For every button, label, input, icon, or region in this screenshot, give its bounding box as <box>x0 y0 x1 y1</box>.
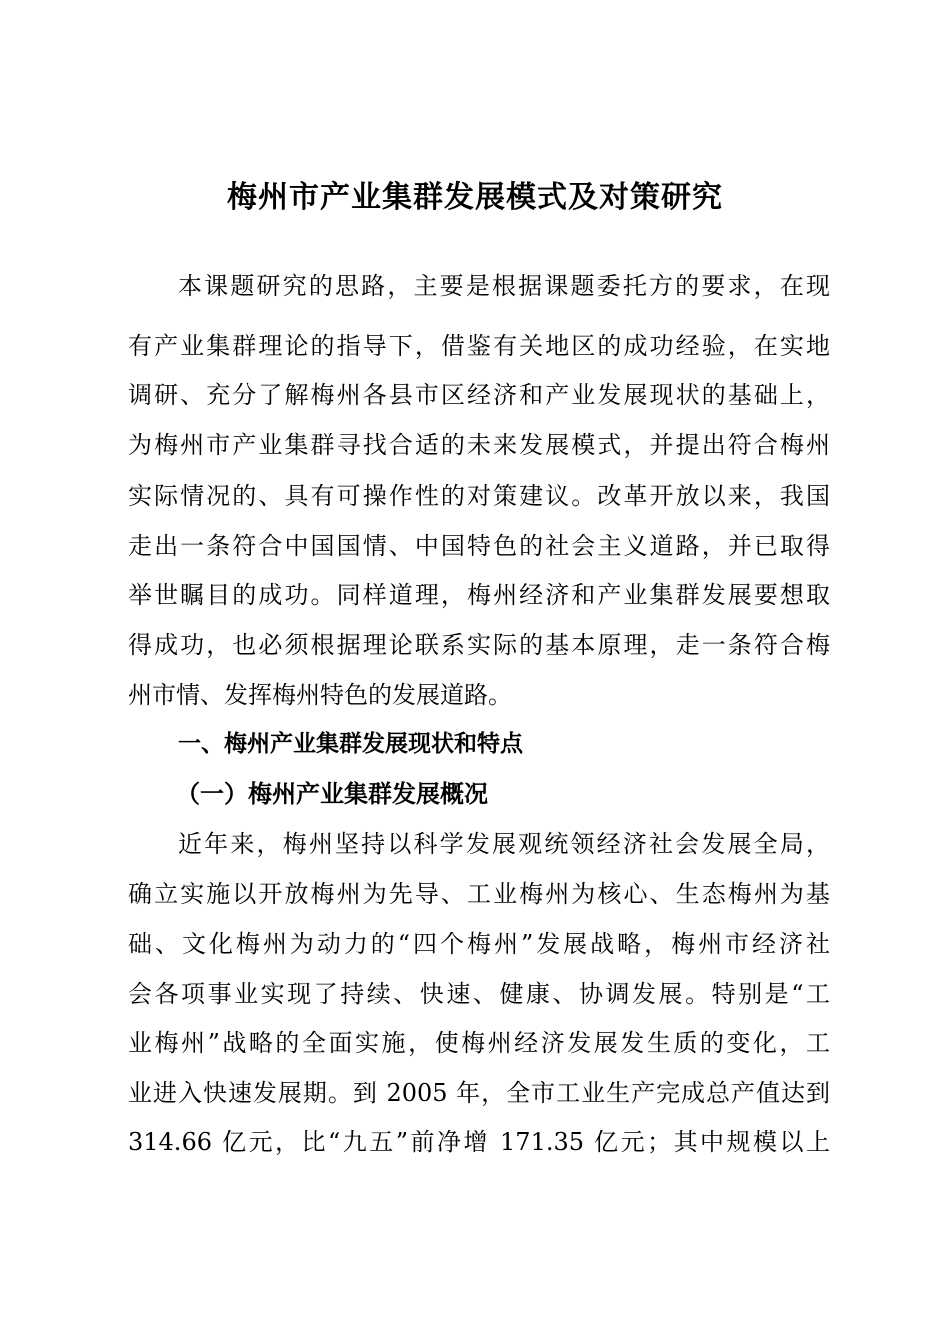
document-title: 梅州市产业集群发展模式及对策研究 <box>227 180 723 215</box>
intro-line: 有产业集群理论的指导下，借鉴有关地区的成功经验，在实地 <box>128 332 830 360</box>
intro-line: 举世瞩目的成功。同样道理，梅州经济和产业集群发展要想取 <box>128 581 830 609</box>
intro-line: 得成功，也必须根据理论联系实际的基本原理，走一条符合梅 <box>128 631 830 659</box>
body-line: 确立实施以开放梅州为先导、工业梅州为核心、生态梅州为基 <box>128 880 830 908</box>
intro-line: 为梅州市产业集群寻找合适的未来发展模式，并提出符合梅州 <box>128 431 830 459</box>
body-line: 础、文化梅州为动力的“四个梅州”发展战略，梅州市经济社 <box>128 930 830 958</box>
intro-line: 本课题研究的思路，主要是根据课题委托方的要求，在现 <box>178 272 830 300</box>
intro-line: 州市情、发挥梅州特色的发展道路。 <box>128 681 512 709</box>
body-line: 314.66 亿元，比“九五”前净增 171.35 亿元；其中规模以上 <box>128 1128 830 1156</box>
section-heading: 一、梅州产业集群发展现状和特点 <box>178 731 523 757</box>
intro-line: 实际情况的、具有可操作性的对策建议。改革开放以来，我国 <box>128 482 830 510</box>
body-line: 会各项事业实现了持续、快速、健康、协调发展。特别是“工 <box>128 980 830 1008</box>
body-line: 近年来，梅州坚持以科学发展观统领经济社会发展全局， <box>178 830 830 858</box>
intro-line: 走出一条符合中国国情、中国特色的社会主义道路，并已取得 <box>128 532 830 560</box>
body-line: 业进入快速发展期。到 2005 年，全市工业生产完成总产值达到 <box>128 1079 830 1107</box>
intro-line: 调研、充分了解梅州各县市区经济和产业发展现状的基础上， <box>128 381 830 409</box>
subsection-heading: （一）梅州产业集群发展概况 <box>176 779 488 808</box>
body-line: 业梅州”战略的全面实施，使梅州经济发展发生质的变化，工 <box>128 1029 830 1057</box>
